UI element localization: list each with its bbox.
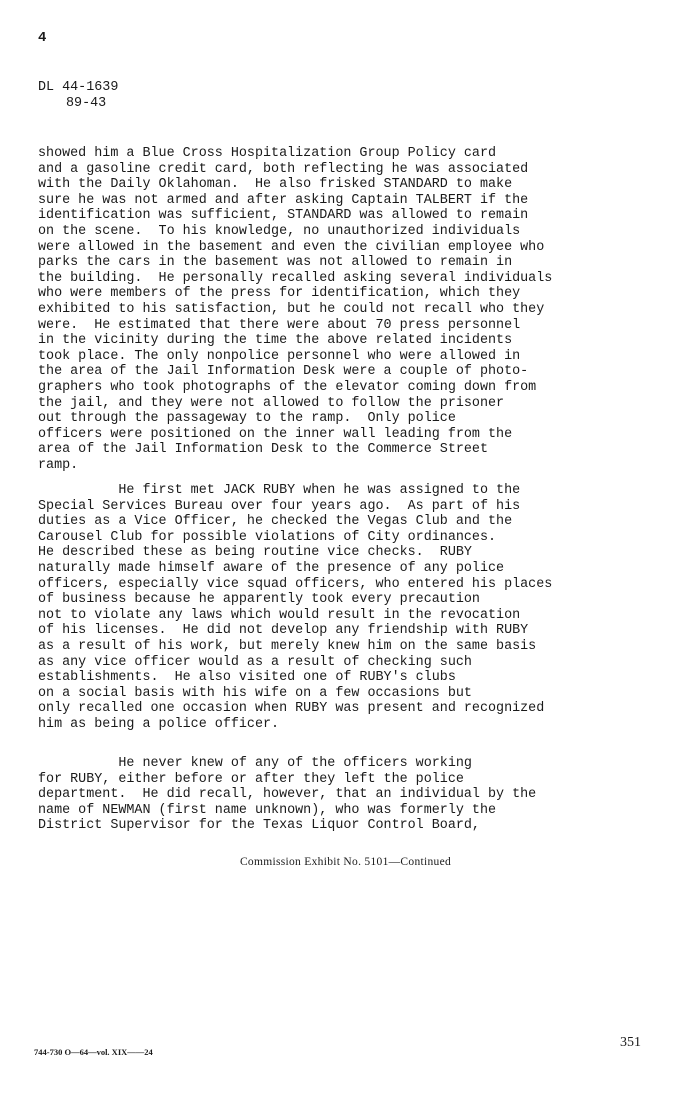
text-line: the jail, and they were not allowed to follow the prisoner xyxy=(38,395,505,411)
text-line: of his licenses. He did not develop any friendship with RUBY xyxy=(38,623,529,639)
text-line: as a result of his work, but merely knew him on the same basis xyxy=(38,638,537,654)
text-line: the building. He personally recalled asking several individuals xyxy=(38,270,553,286)
text-line: name of NEWMAN (first name unknown), who was formerly the xyxy=(38,802,497,818)
page-mark: 4 xyxy=(38,30,47,46)
text-line: only recalled one occasion when RUBY was present and recognized xyxy=(38,701,545,717)
text-line: establishments. He also visited one of RUBY's clubs xyxy=(38,670,456,686)
text-line: took place. The only nonpolice personnel who were allowed in xyxy=(38,348,521,364)
print-code: 744-730 O—64—vol. XIX——24 xyxy=(34,1047,153,1057)
text-line: Carousel Club for possible violations of City ordinances. xyxy=(38,529,497,545)
text-line: graphers who took photographs of the elevator coming down from xyxy=(38,379,537,395)
text-line: parks the cars in the basement was not allowed to remain in xyxy=(38,255,513,271)
text-line: and a gasoline credit card, both reflecting he was associated xyxy=(38,161,529,177)
text-line: in the vicinity during the time the above related incidents xyxy=(38,333,513,349)
text-line: showed him a Blue Cross Hospitalization Group Policy card xyxy=(38,146,497,161)
text-line: department. He did recall, however, that an individual by the xyxy=(38,787,537,803)
text-line: sure he was not armed and after asking Captain TALBERT if the xyxy=(38,192,529,208)
text-line: with the Daily Oklahoman. He also frisked STANDARD to make xyxy=(38,177,513,193)
text-line: He first met JACK RUBY when he was assigned to the xyxy=(38,483,521,498)
text-line: were allowed in the basement and even the civilian employee who xyxy=(38,239,545,255)
text-line: as any vice officer would as a result of checking such xyxy=(38,654,472,670)
text-line: identification was sufficient, STANDARD was allowed to remain xyxy=(38,208,529,224)
sub-file-number: 89-43 xyxy=(66,96,107,111)
exhibit-caption: Commission Exhibit No. 5101—Continued xyxy=(239,856,452,868)
text-line: of business because he apparently took every precaution xyxy=(38,592,480,608)
text-line: exhibited to his satisfaction, but he could not recall who they xyxy=(38,301,545,317)
paragraph-1 xyxy=(38,146,663,473)
text-line: naturally made himself aware of the presence of any police xyxy=(38,560,505,576)
page-number: 351 xyxy=(620,1035,641,1050)
paragraph-2 xyxy=(38,483,663,733)
text-line: officers, especially vice squad officers, who entered his places xyxy=(38,576,553,592)
text-line: District Supervisor for the Texas Liquor Control Board, xyxy=(38,818,480,834)
text-line: officers were positioned on the inner wall leading from the xyxy=(38,426,513,442)
text-line: He described these as being routine vice checks. RUBY xyxy=(38,545,472,561)
text-line: area of the Jail Information Desk to the Commerce Street xyxy=(38,442,488,458)
text-line: He never knew of any of the officers working xyxy=(38,756,472,771)
file-number: DL 44-1639 xyxy=(38,80,119,95)
text-line: not to violate any laws which would result in the revocation xyxy=(38,607,521,623)
text-line: on a social basis with his wife on a few occasions but xyxy=(38,685,472,701)
text-line: him as being a police officer. xyxy=(38,716,280,732)
text-line: out through the passageway to the ramp. Only police xyxy=(38,411,456,427)
text-line: were. He estimated that there were about 70 press personnel xyxy=(38,317,521,333)
text-line: for RUBY, either before or after they left the police xyxy=(38,771,464,787)
text-line: duties as a Vice Officer, he checked the Vegas Club and the xyxy=(38,514,513,530)
text-line: ramp. xyxy=(38,457,79,473)
text-line: on the scene. To his knowledge, no unauthorized individuals xyxy=(38,223,521,239)
paragraph-3 xyxy=(38,756,663,834)
text-line: who were members of the press for identification, which they xyxy=(38,286,521,302)
text-line: Special Services Bureau over four years ago. As part of his xyxy=(38,498,521,514)
text-line: the area of the Jail Information Desk were a couple of photo- xyxy=(38,364,529,380)
